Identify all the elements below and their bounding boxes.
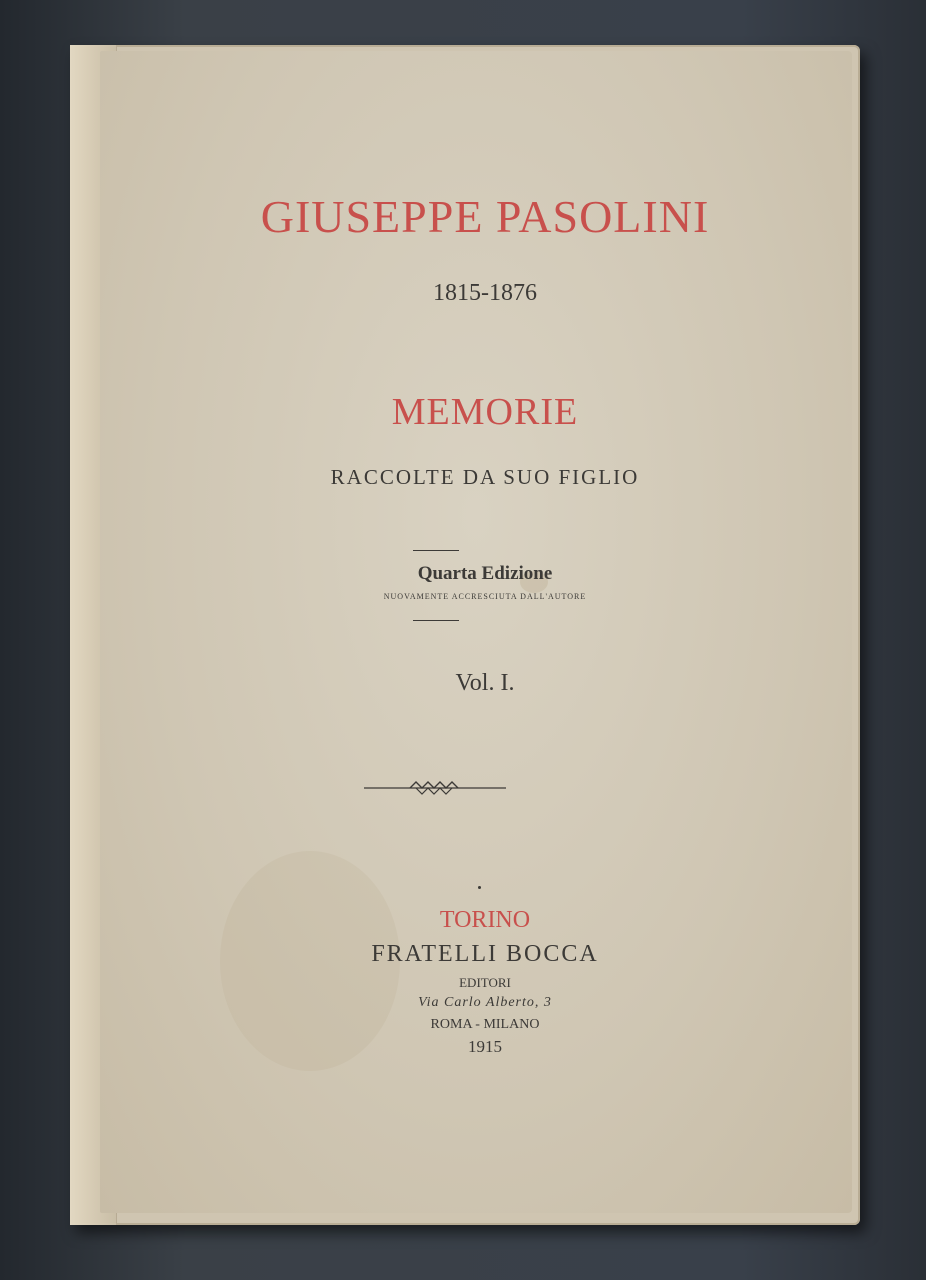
volume-number: Vol. I. [455,670,515,696]
publication-year: 1915 [468,1037,502,1056]
ornament-flourish [360,775,510,799]
publisher-branches: ROMA - MILANO [430,1017,540,1032]
publisher-name: FRATELLI BOCCA [371,941,599,967]
ink-speck [478,886,481,889]
edition-label: Quarta Edizione [417,563,553,584]
publisher-role: EDITORI [459,975,511,990]
edition-note: NUOVAMENTE ACCRESCIUTA DALL'AUTORE [383,592,587,601]
book [70,45,860,1225]
publisher-address: Via Carlo Alberto, 3 [418,995,552,1010]
divider-rule [413,550,459,551]
author-years: 1815-1876 [433,280,537,306]
author-name: GIUSEPPE PASOLINI [260,191,710,242]
book-subtitle: RACCOLTE DA SUO FIGLIO [330,465,640,489]
divider-rule [413,620,459,621]
publisher-city: TORINO [439,907,531,933]
book-title: MEMORIE [391,391,579,433]
